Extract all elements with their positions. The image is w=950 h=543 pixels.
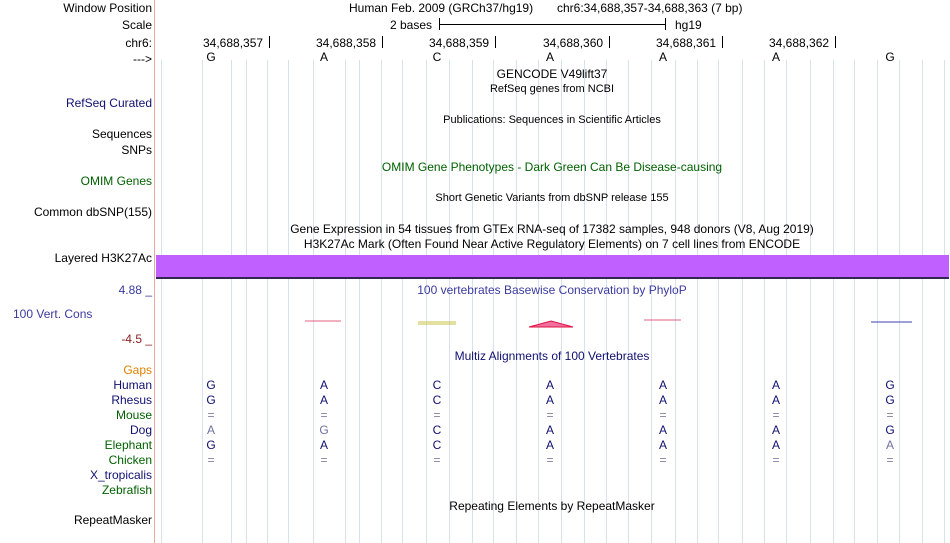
- phylop-max-label: 4.88 _: [118, 283, 152, 297]
- species-label[interactable]: X_tropicalis: [89, 468, 152, 482]
- alignment-base: =: [207, 453, 215, 467]
- alignment-base: A: [658, 393, 668, 407]
- alignment-base: =: [207, 408, 215, 422]
- alignment-base: G: [206, 438, 216, 452]
- phylop-mark-3: [529, 321, 573, 327]
- alignment-base: G: [885, 393, 895, 407]
- alignment-base: =: [546, 408, 554, 422]
- phylop-track-title: 100 vertebrates Basewise Conservation by PhyloP: [417, 283, 687, 297]
- alignment-base: C: [432, 378, 442, 392]
- gencode-track-title[interactable]: GENCODE V49lift37: [496, 67, 608, 81]
- alignment-base: A: [545, 423, 555, 437]
- gaps-label[interactable]: Gaps: [123, 363, 152, 377]
- multiz-track-title: Multiz Alignments of 100 Vertebrates: [454, 349, 650, 363]
- common-dbsnp-label[interactable]: Common dbSNP(155): [33, 205, 152, 219]
- alignment-base: G: [319, 423, 329, 437]
- scale-label: Scale: [121, 18, 152, 32]
- coordinate-label: 34,688,358: [316, 36, 377, 50]
- alignment-base: =: [886, 408, 894, 422]
- omim-track-title: OMIM Gene Phenotypes - Dark Green Can Be Disease-causing: [381, 160, 723, 174]
- refseq-curated-label[interactable]: RefSeq Curated: [65, 96, 152, 110]
- alignment-base: C: [432, 393, 442, 407]
- alignment-base: A: [545, 438, 555, 452]
- reference-base: A: [319, 50, 329, 64]
- alignment-base: =: [320, 408, 328, 422]
- alignment-base: A: [771, 438, 781, 452]
- reference-base: A: [658, 50, 668, 64]
- alignment-base: G: [206, 393, 216, 407]
- repeatmasker-label[interactable]: RepeatMasker: [73, 513, 152, 527]
- alignment-base: A: [658, 438, 668, 452]
- h3k27ac-track-title: H3K27Ac Mark (Often Found Near Active Regulatory Elements) on 7 cell lines from ENCODE: [303, 237, 801, 251]
- publications-track-title: Publications: Sequences in Scientific Articles: [443, 114, 661, 126]
- phylop-mark-2: [418, 322, 456, 324]
- species-label[interactable]: Chicken: [108, 453, 152, 467]
- refseq-track-title: RefSeq genes from NCBI: [489, 83, 615, 95]
- alignment-base: =: [886, 453, 894, 467]
- reference-base: G: [206, 50, 216, 64]
- alignment-base: C: [432, 438, 442, 452]
- window-position-value[interactable]: chr6:34,688,357-34,688,363 (7 bp): [557, 1, 743, 15]
- alignment-base: =: [433, 408, 441, 422]
- vert-cons-label[interactable]: 100 Vert. Cons: [13, 307, 93, 321]
- chrom-label: chr6:: [125, 36, 152, 50]
- alignment-base: A: [885, 438, 895, 452]
- alignment-base: A: [545, 393, 555, 407]
- alignment-base: =: [659, 453, 667, 467]
- species-label[interactable]: Mouse: [115, 408, 152, 422]
- alignment-base: =: [772, 453, 780, 467]
- coordinate-label: 34,688,362: [769, 36, 830, 50]
- alignment-base: =: [772, 408, 780, 422]
- dbsnp-track-title: Short Genetic Variants from dbSNP release 155: [435, 192, 669, 204]
- species-label[interactable]: Human: [113, 378, 152, 392]
- species-label[interactable]: Zebrafish: [101, 483, 152, 497]
- species-label[interactable]: Rhesus: [111, 393, 152, 407]
- alignment-base: A: [319, 438, 329, 452]
- coordinate-label: 34,688,360: [543, 36, 604, 50]
- reference-base: A: [771, 50, 781, 64]
- scale-value: 2 bases: [390, 18, 433, 32]
- alignment-base: A: [658, 423, 668, 437]
- alignment-base: A: [771, 393, 781, 407]
- window-position-label: Window Position: [63, 1, 152, 15]
- reference-base: G: [885, 50, 895, 64]
- coordinate-label: 34,688,361: [656, 36, 717, 50]
- species-label[interactable]: Elephant: [104, 438, 152, 452]
- alignment-base: =: [546, 453, 554, 467]
- omim-genes-label[interactable]: OMIM Genes: [80, 174, 152, 188]
- alignment-base: C: [432, 423, 442, 437]
- repeatmasker-track-title: Repeating Elements by RepeatMasker: [449, 499, 655, 513]
- alignment-base: =: [659, 408, 667, 422]
- assembly-name: Human Feb. 2009 (GRCh37/hg19): [349, 1, 534, 15]
- coordinate-label: 34,688,357: [203, 36, 264, 50]
- alignment-base: A: [319, 393, 329, 407]
- alignment-base: =: [433, 453, 441, 467]
- strand-label: --->: [133, 52, 152, 66]
- alignment-base: G: [206, 378, 216, 392]
- alignment-base: A: [771, 423, 781, 437]
- alignment-base: G: [885, 378, 895, 392]
- alignment-base: A: [206, 423, 216, 437]
- scale-db: hg19: [675, 18, 702, 32]
- gtex-track-title: Gene Expression in 54 tissues from GTEx RNA-seq of 17382 samples, 948 donors (V8, Aug 2019): [290, 222, 814, 236]
- snps-label[interactable]: SNPs: [121, 143, 152, 157]
- alignment-base: A: [545, 378, 555, 392]
- alignment-base: A: [658, 378, 668, 392]
- sequences-label[interactable]: Sequences: [91, 127, 152, 141]
- reference-base: C: [432, 50, 442, 64]
- reference-base: A: [545, 50, 555, 64]
- species-label[interactable]: Dog: [129, 423, 152, 437]
- alignment-base: =: [320, 453, 328, 467]
- alignment-base: A: [771, 378, 781, 392]
- coordinate-label: 34,688,359: [429, 36, 490, 50]
- alignment-base: A: [319, 378, 329, 392]
- phylop-min-label: -4.5 _: [121, 332, 152, 346]
- alignment-base: G: [885, 423, 895, 437]
- layered-h3k27ac-label[interactable]: Layered H3K27Ac: [54, 251, 152, 265]
